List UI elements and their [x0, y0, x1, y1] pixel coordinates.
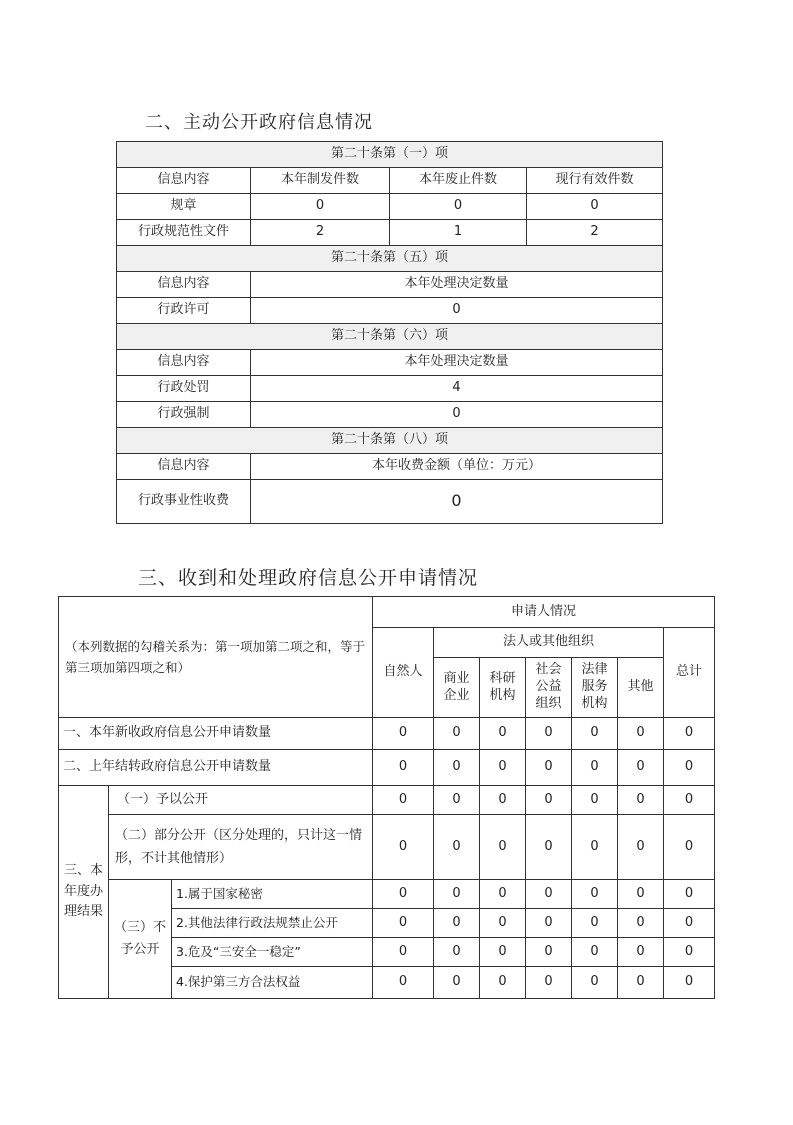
table-row: [117, 402, 663, 428]
cell-value: 0: [618, 750, 664, 786]
cell-value: 0: [572, 786, 618, 815]
row-label-third-party: 4.保护第三方合法权益: [172, 967, 373, 999]
cell-value: 0: [434, 880, 480, 909]
header-legal-service: 法律 服务 机构: [572, 658, 618, 718]
cell-value: 0: [480, 909, 526, 938]
cell-value: 0: [527, 194, 663, 220]
cell-value: 0: [572, 909, 618, 938]
cell-value: 0: [664, 967, 715, 999]
article-20-5-heading: 第二十条第（五）项: [117, 246, 663, 272]
cell-value: 0: [251, 480, 663, 524]
cell-value: 0: [434, 750, 480, 786]
cell-value: 0: [664, 718, 715, 750]
cell-value: 0: [664, 938, 715, 967]
cell-value: 0: [480, 967, 526, 999]
group-label-not-disclosed: （三）不 予公开: [109, 880, 172, 999]
header-info-content: 信息内容: [117, 350, 251, 376]
header-public-welfare: 社会 公益 组织: [526, 658, 572, 718]
cell-value: 0: [373, 815, 434, 880]
cell-value: 0: [373, 880, 434, 909]
cell-value: 0: [434, 815, 480, 880]
header-issued-count: 本年制发件数: [251, 168, 390, 194]
cell-value: 0: [480, 786, 526, 815]
row-label-law-prohibited: 2.其他法律行政法规禁止公开: [172, 909, 373, 938]
cell-value: 0: [251, 298, 663, 324]
cell-value: 0: [373, 909, 434, 938]
table-row: [117, 480, 663, 524]
cell-value: 0: [434, 786, 480, 815]
header-info-content: 信息内容: [117, 272, 251, 298]
cell-value: 0: [526, 938, 572, 967]
cell-value: 0: [664, 880, 715, 909]
header-legal-orgs: 法人或其他组织: [434, 628, 664, 658]
cell-value: 0: [251, 402, 663, 428]
group-label-handling-results: 三、本 年度办 理结果: [59, 786, 109, 999]
table-row: [59, 815, 715, 880]
cell-value: 0: [434, 938, 480, 967]
row-label-normative-docs: 行政规范性文件: [117, 220, 251, 246]
cell-value: 0: [572, 967, 618, 999]
header-decision-count: 本年处理决定数量: [251, 272, 663, 298]
cell-value: 4: [251, 376, 663, 402]
table-row: [59, 718, 715, 750]
cell-value: 0: [618, 786, 664, 815]
applicant-header: 申请人情况: [373, 597, 715, 628]
cell-value: 0: [572, 750, 618, 786]
row-label-disclosed: （一）予以公开: [109, 786, 373, 815]
cell-value: 0: [526, 967, 572, 999]
article-20-1-heading: 第二十条第（一）项: [117, 142, 663, 168]
cell-value: 0: [373, 786, 434, 815]
cell-value: 0: [618, 938, 664, 967]
table-row: [117, 298, 663, 324]
header-repealed-count: 本年废止件数: [390, 168, 527, 194]
header-info-content: 信息内容: [117, 454, 251, 480]
cell-value: 0: [618, 967, 664, 999]
cell-value: 0: [373, 750, 434, 786]
cell-value: 0: [526, 909, 572, 938]
table-row: [59, 750, 715, 786]
header-natural-person: 自然人: [373, 628, 434, 718]
cell-value: 0: [664, 909, 715, 938]
cell-value: 0: [572, 938, 618, 967]
row-label-regulations: 规章: [117, 194, 251, 220]
row-label-admin-penalty: 行政处罚: [117, 376, 251, 402]
cell-value: 0: [480, 880, 526, 909]
cell-value: 0: [618, 815, 664, 880]
cell-value: 0: [373, 718, 434, 750]
cell-value: 0: [526, 750, 572, 786]
cell-value: 0: [373, 938, 434, 967]
section3-title: 三、收到和处理政府信息公开申请情况: [138, 567, 479, 589]
application-handling-table: [58, 596, 715, 999]
row-label-three-securities: 3.危及“三安全一稳定”: [172, 938, 373, 967]
row-label-admin-enforcement: 行政强制: [117, 402, 251, 428]
cell-value: 0: [480, 718, 526, 750]
cell-value: 0: [480, 815, 526, 880]
cell-value: 1: [390, 220, 527, 246]
cell-value: 0: [618, 880, 664, 909]
table-row: [59, 880, 715, 909]
row-label-admin-license: 行政许可: [117, 298, 251, 324]
table-row: [117, 376, 663, 402]
cell-value: 0: [572, 815, 618, 880]
cell-value: 0: [526, 718, 572, 750]
cell-value: 0: [664, 750, 715, 786]
cell-value: 0: [251, 194, 390, 220]
header-other: 其他: [618, 658, 664, 718]
cell-value: 0: [390, 194, 527, 220]
header-valid-count: 现行有效件数: [527, 168, 663, 194]
active-disclosure-table: [116, 141, 663, 524]
row-label-new-requests: 一、本年新收政府信息公开申请数量: [59, 718, 373, 750]
cell-value: 0: [434, 718, 480, 750]
cell-value: 0: [434, 967, 480, 999]
article-20-6-heading: 第二十条第（六）项: [117, 324, 663, 350]
cell-value: 0: [664, 815, 715, 880]
cell-value: 0: [373, 967, 434, 999]
row-label-admin-fees: 行政事业性收费: [117, 480, 251, 524]
cell-value: 0: [480, 750, 526, 786]
cell-value: 0: [572, 880, 618, 909]
header-research: 科研 机构: [480, 658, 526, 718]
table-row: [117, 194, 663, 220]
header-fee-amount: 本年收费金额（单位：万元）: [251, 454, 663, 480]
cell-value: 0: [572, 718, 618, 750]
header-info-content: 信息内容: [117, 168, 251, 194]
cell-value: 0: [664, 786, 715, 815]
cell-value: 0: [526, 786, 572, 815]
table-row: [59, 786, 715, 815]
row-label-state-secret: 1.属于国家秘密: [172, 880, 373, 909]
cell-value: 2: [527, 220, 663, 246]
header-total: 总计: [664, 628, 715, 718]
article-20-8-heading: 第二十条第（八）项: [117, 428, 663, 454]
reconciliation-note: （本列数据的勾稽关系为：第一项加第二项之和，等于第三项加第四项之和）: [59, 597, 373, 718]
header-business: 商业 企业: [434, 658, 480, 718]
header-decision-count: 本年处理决定数量: [251, 350, 663, 376]
table-row: [117, 220, 663, 246]
cell-value: 0: [526, 815, 572, 880]
cell-value: 0: [618, 718, 664, 750]
row-label-carried-over: 二、上年结转政府信息公开申请数量: [59, 750, 373, 786]
cell-value: 2: [251, 220, 390, 246]
section2-title: 二、主动公开政府信息情况: [145, 112, 373, 133]
cell-value: 0: [434, 909, 480, 938]
cell-value: 0: [618, 909, 664, 938]
row-label-partially-disclosed: （二）部分公开（区分处理的，只计这一情形，不计其他情形）: [109, 815, 373, 880]
cell-value: 0: [480, 938, 526, 967]
cell-value: 0: [526, 880, 572, 909]
